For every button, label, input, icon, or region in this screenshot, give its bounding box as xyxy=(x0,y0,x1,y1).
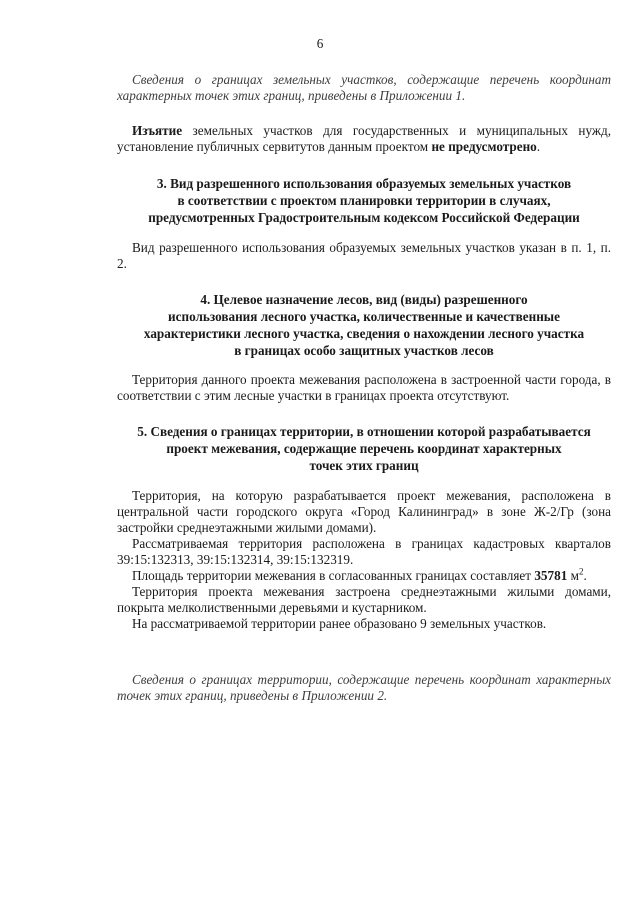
section-5-p3: Площадь территории межевания в согласованных границах составляет 35781 $м^2$. xyxy=(132,566,587,583)
section-5-body xyxy=(117,488,611,632)
section-5-p5: На рассматриваемой территории ранее образовано 9 земельных участков. xyxy=(132,616,547,631)
area-value: 35781 xyxy=(534,568,568,583)
coords-note-2-text: Сведения о границах территории, содержащие перечень координат характерных точек этих границ, приведены в Приложении 2. xyxy=(117,672,611,703)
coords-note-2 xyxy=(117,672,611,704)
page-number: 6 xyxy=(316,36,324,51)
section-5-p1: Территория, на которую разрабатывается проект межевания, расположена в центральной части городского округа «Город Калининград» в зоне Ж-2/Гр (зона застройки среднеэтажными жилыми домами). xyxy=(117,488,611,535)
section-5-p4: Территория проекта межевания застроена среднеэтажными жилыми домами, покрыта мелколиственными деревьями и кустарником. xyxy=(117,584,611,615)
seizure-bold-word: Изъятие xyxy=(132,123,183,138)
not-provided-bold: не предусмотрено xyxy=(431,139,537,154)
section-4-body xyxy=(117,372,611,404)
section-5-heading: 5. Сведения о границах территории, в отношении которой разрабатывается проект межевания, содержащие перечень координат характерных точек этих границ xyxy=(137,424,591,473)
section-3-heading: 3. Вид разрешенного использования образуемых земельных участков в соответствии с проектом планировки территории в случаях, предусмотренных Градостроительным кодексом Российской Федерации xyxy=(148,176,580,225)
section-3-body xyxy=(117,240,611,272)
section-5-p2: Рассматриваемая территория расположена в границах кадастровых кварталов 39:15:132313, 39:15:132314, 39:15:132319. xyxy=(117,536,611,567)
coords-note-1 xyxy=(117,72,611,104)
seizure-text: земельных участков для государственных и муниципальных нужд, установление публичных сервитутов данным проектом xyxy=(117,123,611,154)
section-3-text: Вид разрешенного использования образуемых земельных участков указан в п. 1, п. 2. xyxy=(117,240,611,271)
seizure-paragraph: Изъятие земельных участков для государственных и муниципальных нужд, установление публичных сервитутов данным проектом не предусмотрено. xyxy=(117,123,611,154)
section-4-heading: 4. Целевое назначение лесов, вид (виды) разрешенного использования лесного участка, количественные и качественные характеристики лесного участка, сведения о нахождении лесного участка в границах особо защитных участков лесов xyxy=(143,292,585,358)
coords-note-1-text: Сведения о границах земельных участков, содержащие перечень координат характерных точек этих границ, приведены в Приложении 1. xyxy=(117,72,611,103)
section-4-text: Территория данного проекта межевания расположена в застроенной части города, в соответствии с этим лесные участки в границах проекта отсутствуют. xyxy=(117,372,611,403)
